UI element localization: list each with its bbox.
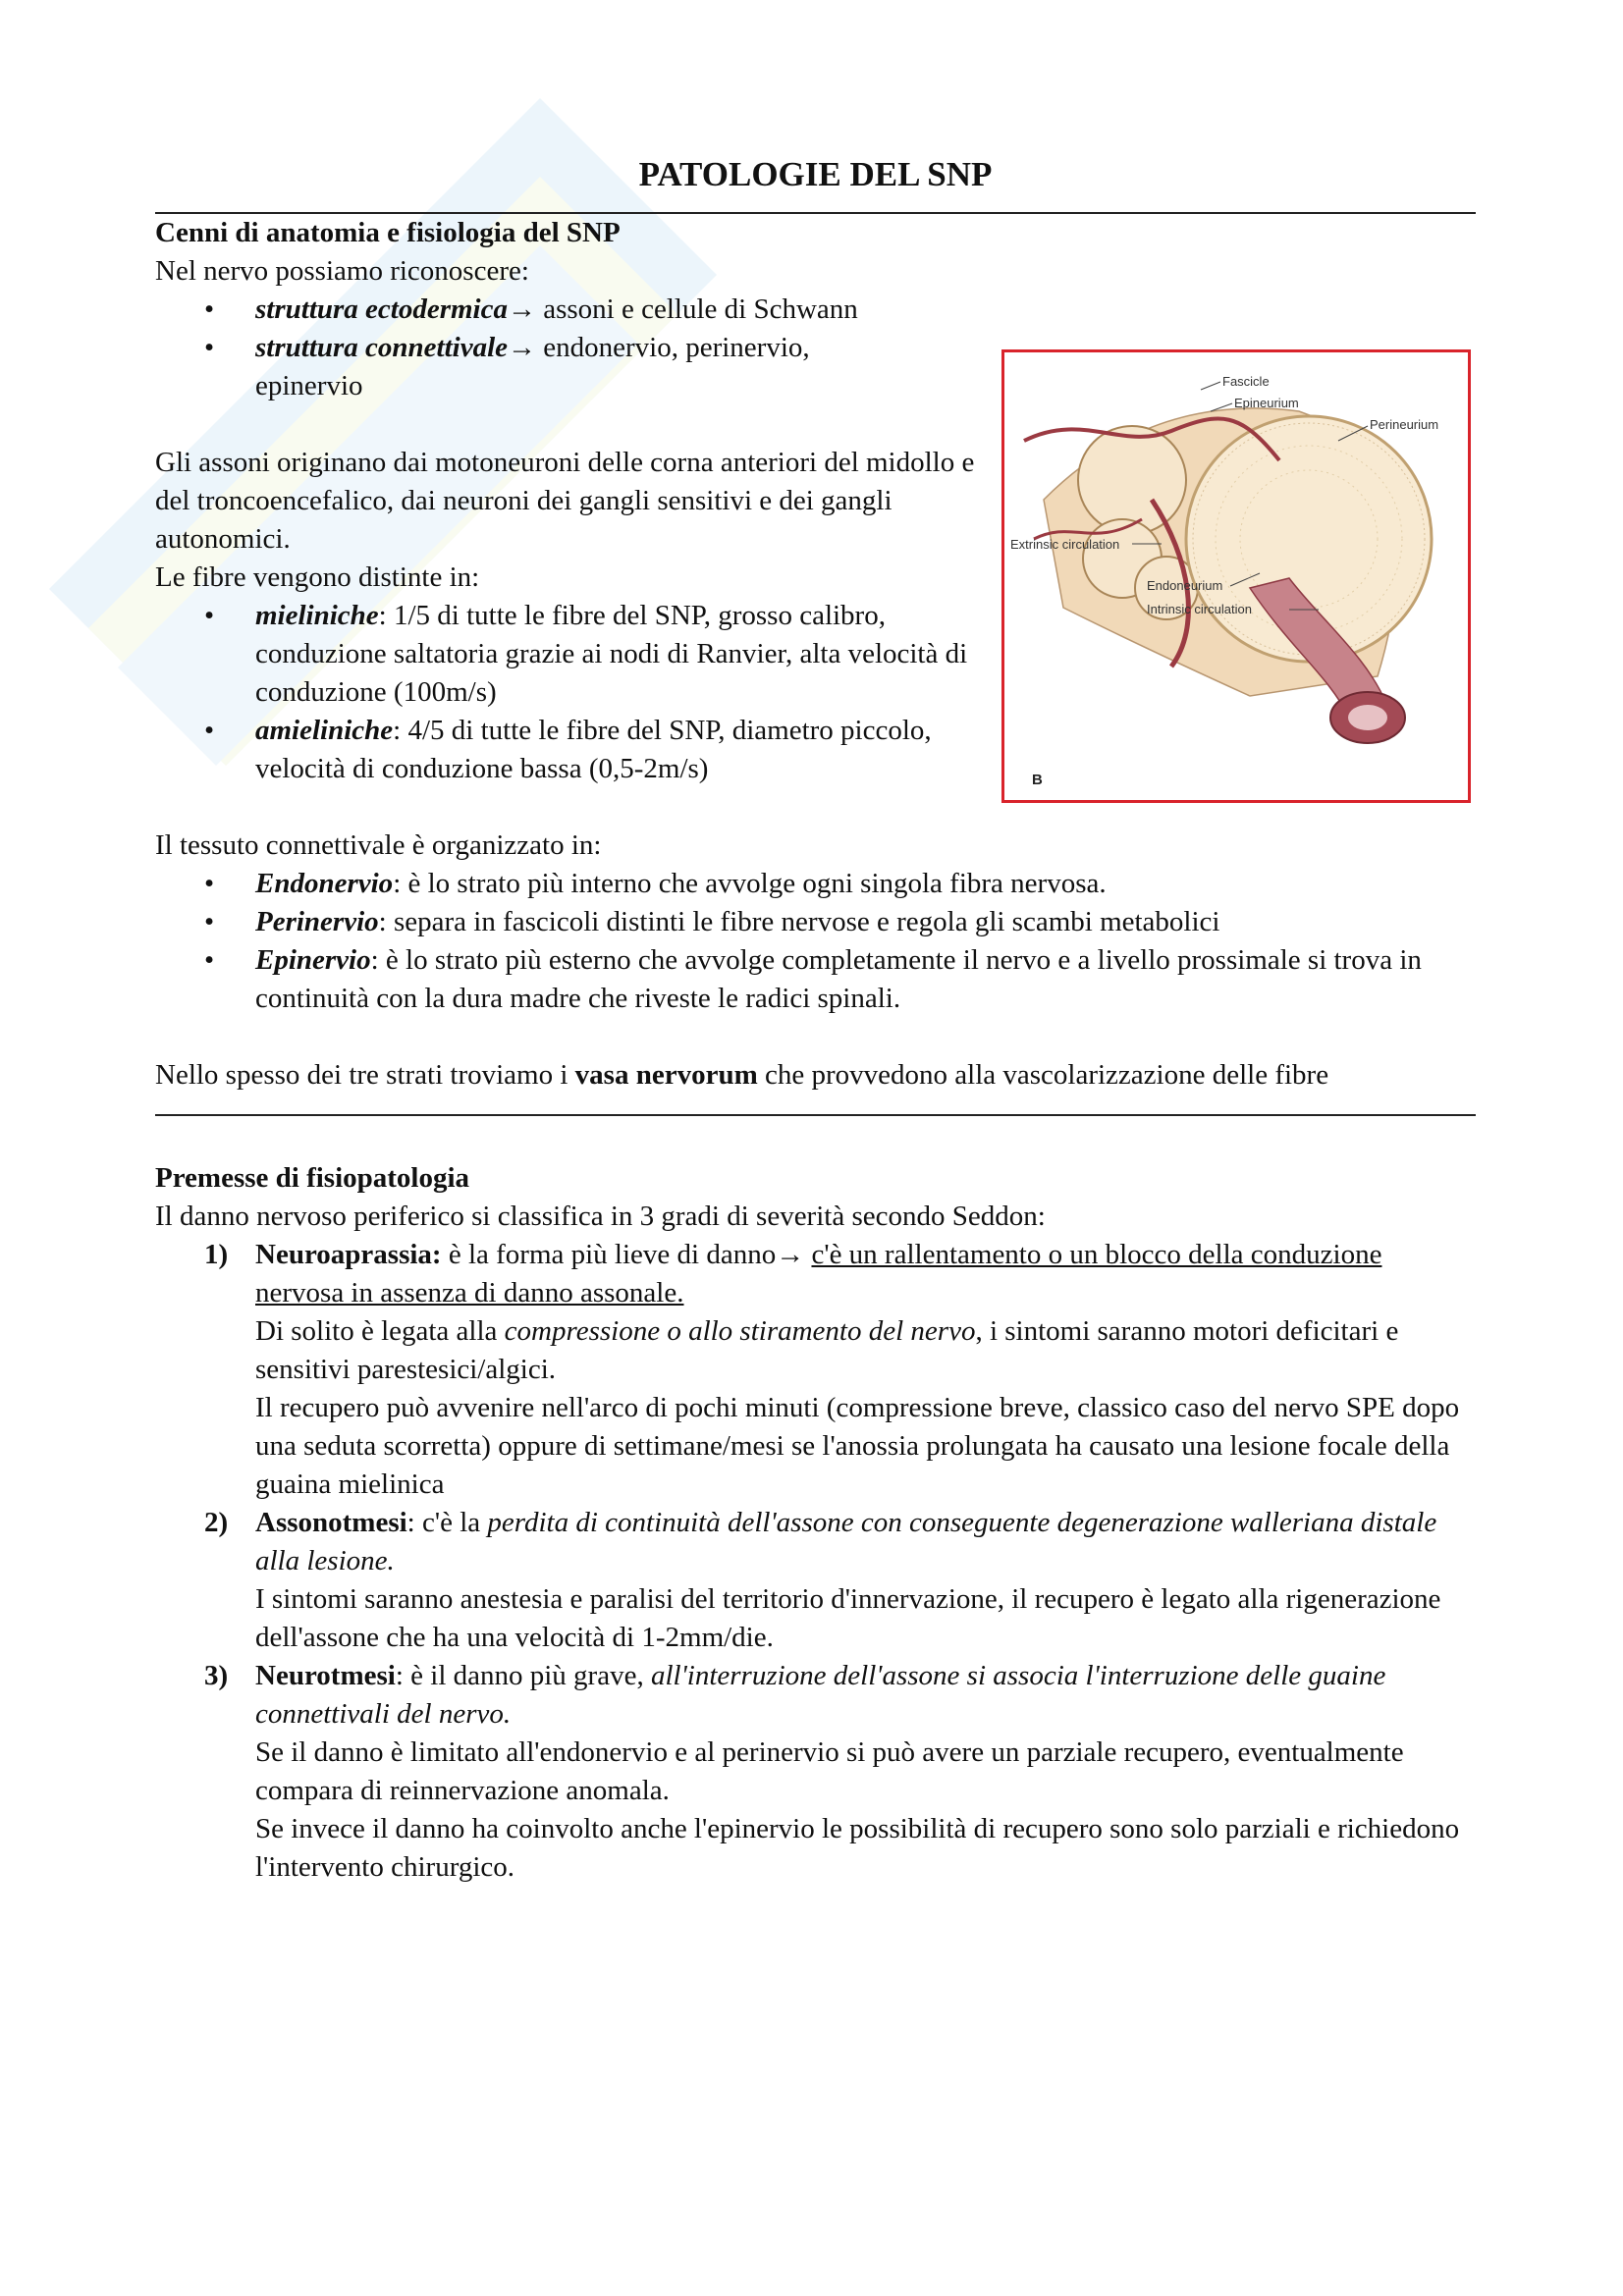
term: mieliniche [255, 600, 379, 631]
label-extrinsic-circulation: Extrinsic circulation [1010, 537, 1120, 552]
label-perineurium: Perineurium [1370, 417, 1439, 432]
grade-p2-ital: compressione o allo stiramento del nervo [504, 1315, 976, 1347]
grade-text: : c'è la [406, 1507, 488, 1538]
grade-p2: I sintomi saranno anestesia e paralisi del territorio d'innervazione, il recupero è legato alla rigenerazione dell'assone che ha una velocità di 1-2mm/die. [255, 1583, 1441, 1653]
list-item [255, 291, 1000, 329]
term: Endonervio [255, 868, 394, 899]
label-leader [1201, 382, 1220, 390]
paragraph-seddon-intro: Il danno nervoso periferico si classifica in 3 gradi di severità secondo Seddon: [155, 1201, 1046, 1232]
list-item [255, 712, 962, 788]
nerve-illustration [1004, 352, 1468, 800]
list-item [255, 329, 903, 405]
arrow-glyph: → [507, 294, 536, 325]
grade-item-assonotmesi [204, 1504, 1476, 1657]
item-text: endonervio, perinervio, epinervio [255, 332, 810, 401]
structure-list [155, 291, 1000, 405]
grade-ital: perdita di continuità dell'assone con conseguente degenerazione walleriana distale alla lesione. [255, 1507, 1437, 1576]
grade-text: è la forma più lieve di danno [441, 1239, 777, 1270]
grade-number: 2) [204, 1507, 229, 1538]
grade-number: 1) [204, 1239, 229, 1270]
spacer [155, 1116, 1476, 1159]
term: struttura connettivale [255, 332, 509, 363]
vessel-lumen-inner [1348, 705, 1387, 730]
grade-ital: all'interruzione dell'assone si associa l'interruzione delle guaine connettivali del nervo. [255, 1660, 1386, 1730]
item-text: assoni e cellule di Schwann [535, 294, 858, 325]
list-item [255, 903, 1476, 941]
spacer [155, 1095, 1476, 1114]
vasa-term: vasa nervorum [574, 1059, 758, 1091]
label-fascicle: Fascicle [1222, 374, 1270, 389]
grade-p3: Il recupero può avvenire nell'arco di pochi minuti (compressione breve, classico caso del nervo SPE dopo una seduta scorretta) oppure di settimane/mesi se l'anossia prolungata ha causato una lesione focale della guaina mielinica [255, 1392, 1460, 1500]
item-text: : 4/5 di tutte le fibre del SNP, diametro piccolo, velocità di conduzione bassa (0,5-2m/s) [255, 715, 932, 784]
label-endoneurium: Endoneurium [1147, 578, 1223, 593]
spacer [155, 1018, 1476, 1056]
term: Perinervio [255, 906, 379, 937]
term: Epinervio [255, 944, 371, 976]
vasa-pre: Nello spesso dei tre strati troviamo i [155, 1059, 575, 1091]
grade-p2: Se il danno è limitato all'endonervio e al perinervio si può avere un parziale recupero, eventualmente compara di reinnervazione anomala. [255, 1736, 1404, 1806]
seddon-grades-list [155, 1236, 1476, 1887]
list-item [255, 597, 1001, 712]
paragraph-intro: Nel nervo possiamo riconoscere: [155, 255, 529, 287]
term: amieliniche [255, 715, 394, 746]
paragraph-fibres-intro: Le fibre vengono distinte in: [155, 561, 480, 593]
item-text: : 1/5 di tutte le fibre del SNP, grosso calibro, conduzione saltatoria grazie ai nodi di Ranvier, alta velocità di conduzione (100m/s) [255, 600, 968, 708]
list-item [255, 941, 1476, 1018]
grade-text: : è il danno più grave, [395, 1660, 651, 1691]
fibre-list [155, 597, 1000, 788]
spacer [155, 405, 1000, 444]
page-title: PATOLOGIE DEL SNP [638, 155, 993, 193]
label-epineurium: Epineurium [1234, 396, 1299, 410]
grade-underlined: c'è un rallentamento o un blocco della conduzione nervosa in assenza di danno assonale. [255, 1239, 1382, 1308]
vasa-post: che provvedono alla vascolarizzazione delle fibre [757, 1059, 1329, 1091]
term: struttura ectodermica [255, 294, 508, 325]
grade-term: Assonotmesi [255, 1507, 407, 1538]
grade-p2-post: , i sintomi saranno motori deficitari e sensitivi parestesici/algici. [255, 1315, 1399, 1385]
section-heading-anatomy: Cenni di anatomia e fisiologia del SNP [155, 217, 621, 248]
grade-term: Neuroaprassia: [255, 1239, 442, 1270]
item-text: : separa in fascicoli distinti le fibre nervose e regola gli scambi metabolici [378, 906, 1220, 937]
list-item [255, 865, 1476, 903]
item-text: : è lo strato più interno che avvolge ogni singola fibra nervosa. [393, 868, 1107, 899]
nerve-anatomy-figure [1001, 349, 1471, 803]
item-text: : è lo strato più esterno che avvolge completamente il nervo e a livello prossimale si trova in continuità con la dura madre che riveste le radici spinali. [255, 944, 1422, 1014]
arrow-glyph: → [508, 332, 537, 363]
panel-letter: B [1032, 772, 1043, 788]
paragraph-origin: Gli assoni originano dai motoneuroni delle corna anteriori del midollo e del troncoencefalico, dai neuroni dei gangli sensitivi e dei gangli autonomici. [155, 447, 975, 555]
grade-p2-pre: Di solito è legata alla [255, 1315, 505, 1347]
section-heading-pathophysiology: Premesse di fisiopatologia [155, 1162, 470, 1194]
connective-list [155, 865, 1476, 1018]
label-intrinsic-circulation: Intrinsic circulation [1147, 602, 1252, 616]
grade-item-neurotmesi [204, 1657, 1476, 1887]
grade-number: 3) [204, 1660, 229, 1691]
left-column [155, 291, 1000, 788]
grade-term: Neurotmesi [255, 1660, 396, 1691]
grade-item-neuroaprassia [204, 1236, 1476, 1504]
arrow-glyph: → [776, 1239, 812, 1270]
grade-p3: Se invece il danno ha coinvolto anche l'epinervio le possibilità di recupero sono solo parziali e richiedono l'intervento chirurgico. [255, 1813, 1460, 1883]
paragraph-vasa [155, 1056, 1476, 1095]
paragraph-connective-intro: Il tessuto connettivale è organizzato in: [155, 829, 602, 861]
fascicle-circle [1078, 426, 1186, 534]
